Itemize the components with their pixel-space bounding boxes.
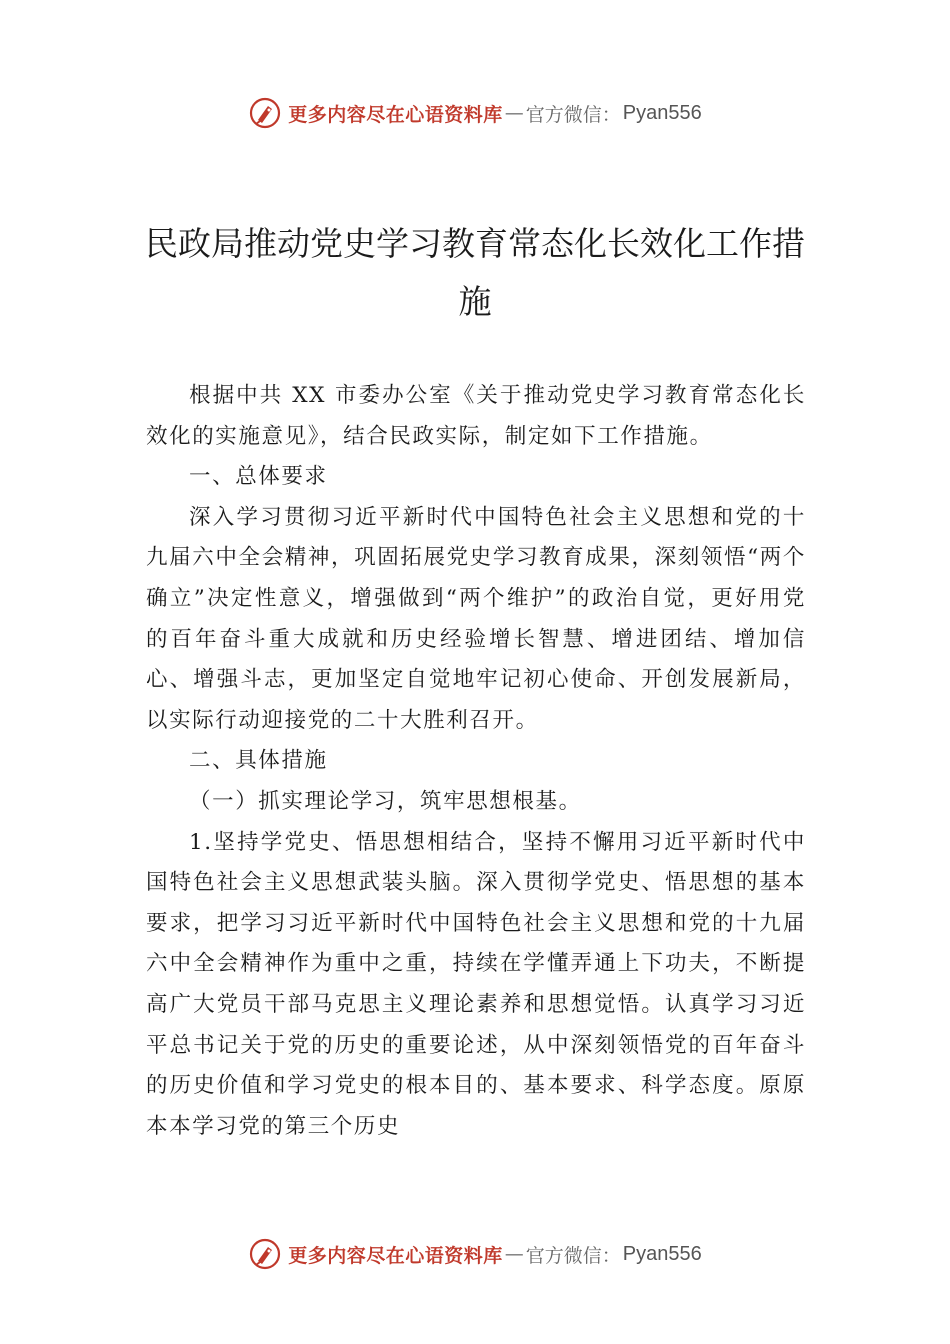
paragraph-general-requirements: 深入学习贯彻习近平新时代中国特色社会主义思想和党的十九届六中全会精神，巩固拓展党史学习教育成果，深刻领悟“两个确立”决定性意义，增强做到“两个维护”的政治自觉，更好用党的百年奋斗重大成就和历史经验增长智慧、增进团结、增加信心、增强斗志，更加坚定自觉地牢记初心使命、开创发展新局，以实际行动迎接党的二十大胜利召开。 <box>146 504 806 733</box>
banner-label: 官方微信： <box>525 103 621 126</box>
subsection-heading-theory-study: （一）抓实理论学习，筑牢思想根基。 <box>189 788 582 814</box>
banner-dash: — <box>504 1243 524 1265</box>
paragraph-measure-1: 1.坚持学党史、悟思想相结合，坚持不懈用习近平新时代中国特色社会主义思想武装头脑。深入贯彻学党史、悟思想的基本要求，把学习习近平新时代中国特色社会主义思想和党的十九届六中全会精神作为重中之重，持续在学懂弄通上下功夫，不断提高广大党员干部马克思主义理论素养和思想觉悟。认真学习习近平总书记关于党的历史的重要论述，从中深刻领悟党的百年奋斗的历史价值和学习党史的根本目的、基本要求、科学态度。原原本本学习党的第三个历史 <box>146 829 806 1139</box>
pen-nib-seal-icon <box>248 96 282 130</box>
document-body <box>146 376 806 1147</box>
section-heading-specific-measures: 二、具体措施 <box>189 748 328 774</box>
section-heading-general-requirements: 一、总体要求 <box>189 464 328 490</box>
header-banner <box>0 95 950 131</box>
footer-banner <box>0 1236 950 1272</box>
banner-highlight-text: 更多内容尽在心语资料库 <box>288 1244 503 1267</box>
paragraph-intro: 根据中共 XX 市委办公室《关于推动党史学习教育常态化长效化的实施意见》，结合民政实际，制定如下工作措施。 <box>146 383 806 449</box>
banner-dash: — <box>504 102 524 124</box>
banner-account: Pyan556 <box>622 101 702 124</box>
pen-nib-seal-icon <box>248 1237 282 1271</box>
banner-highlight-text: 更多内容尽在心语资料库 <box>288 103 503 126</box>
banner-label: 官方微信： <box>525 1244 621 1267</box>
document-title: 民政局推动党史学习教育常态化长效化工作措施 <box>145 224 805 321</box>
banner-account: Pyan556 <box>622 1242 702 1265</box>
